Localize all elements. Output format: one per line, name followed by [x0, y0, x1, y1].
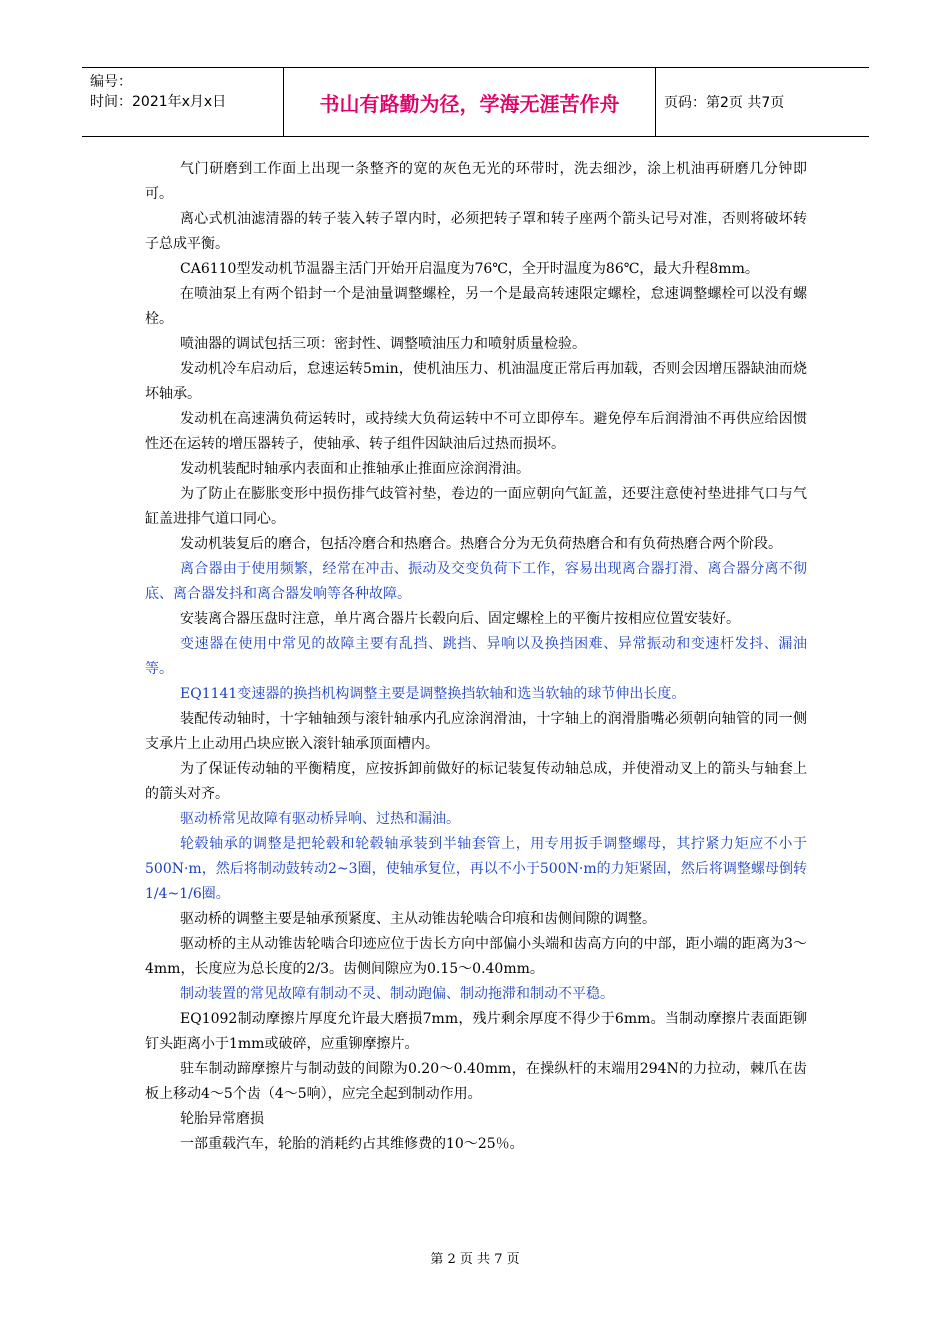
number-label: 编号：: [90, 74, 132, 90]
document-body: [145, 157, 807, 1157]
paragraph: 驱动桥常见故障有驱动桥异响、过热和漏油。: [180, 811, 460, 827]
paragraph: 发动机装配时轴承内表面和止推轴承止推面应涂润滑油。: [180, 461, 530, 477]
paragraph: 离心式机油滤清器的转子装入转子罩内时，必须把转子罩和转子座两个箭头记号对准，否则将破坏转子总成平衡。: [145, 211, 807, 252]
paragraph: 发动机在高速满负荷运转时，或持续大负荷运转中不可立即停车。避免停车后润滑油不再供应给因惯性还在运转的增压器转子，使轴承、转子组件因缺油后过热而损坏。: [145, 411, 807, 452]
paragraph: 驱动桥的调整主要是轴承预紧度、主从动锥齿轮啮合印痕和齿侧间隙的调整。: [180, 911, 656, 927]
paragraph: 喷油器的调试包括三项：密封性、调整喷油压力和喷射质量检验。: [180, 336, 586, 352]
header-page-label: 页码：第2页 共7页: [664, 95, 785, 111]
paragraph: 安装离合器压盘时注意，单片离合器片长毂向后、固定螺栓上的平衡片按相应位置安装好。: [180, 611, 740, 627]
paragraph: EQ1092制动摩擦片厚度允许最大磨损7mm，残片剩余厚度不得少于6mm。当制动摩擦片表面距铆钉头距离小于1mm或破碎，应重铆摩擦片。: [145, 1011, 807, 1052]
paragraph: 变速器在使用中常见的故障主要有乱挡、跳挡、异响以及换挡困难、异常振动和变速杆发抖、漏油等。: [145, 636, 807, 677]
paragraph: 发动机冷车启动后，怠速运转5min，使机油压力、机油温度正常后再加载，否则会因增压器缺油而烧坏轴承。: [145, 361, 807, 402]
paragraph: 装配传动轴时，十字轴轴颈与滚针轴承内孔应涂润滑油，十字轴上的润滑脂嘴必须朝向轴管的同一侧支承片上止动用凸块应嵌入滚针轴承顶面槽内。: [145, 711, 807, 752]
paragraph: 轮胎异常磨损: [180, 1111, 264, 1127]
paragraph: 为了保证传动轴的平衡精度，应按拆卸前做好的标记装复传动轴总成，并使滑动叉上的箭头与轴套上的箭头对齐。: [145, 761, 807, 802]
header-motto: 书山有路勤为径，学海无涯苦作舟: [284, 68, 656, 136]
paragraph: CA6110型发动机节温器主活门开始开启温度为76℃，全开时温度为86℃，最大升程8mm。: [180, 261, 759, 277]
page-header: [82, 67, 869, 137]
paragraph: 在喷油泵上有两个铅封一个是油量调整螺栓，另一个是最高转速限定螺栓，怠速调整螺栓可以没有螺栓。: [145, 286, 807, 327]
paragraph: 为了防止在膨胀变形中损伤排气歧管衬垫，卷边的一面应朝向气缸盖，还要注意使衬垫进排气口与气缸盖进排气道口同心。: [145, 486, 807, 527]
paragraph: EQ1141变速器的换挡机构调整主要是调整换挡软轴和选当软轴的球节伸出长度。: [180, 686, 686, 702]
paragraph: 轮毂轴承的调整是把轮毂和轮毂轴承装到半轴套管上，用专用扳手调整螺母，其拧紧力矩应不小于500N·m，然后将制动鼓转动2~3圈，使轴承复位，再以不小于500N·m的力矩紧固，然后将调整螺母倒转1/4~1/6圈。: [145, 836, 807, 902]
paragraph: 驱动桥的主从动锥齿轮啮合印迹应位于齿长方向中部偏小头端和齿高方向的中部，距小端的距离为3～4mm，长度应为总长度的2/3。齿侧间隙应为0.15～0.40mm。: [145, 936, 807, 977]
paragraph: 气门研磨到工作面上出现一条整齐的宽的灰色无光的环带时，洗去细沙，涂上机油再研磨几分钟即可。: [145, 161, 807, 202]
paragraph: 一部重载汽车，轮胎的消耗约占其维修费的10～25％。: [180, 1136, 524, 1152]
page-footer: 第 2 页 共 7 页: [430, 1252, 520, 1267]
paragraph: 发动机装复后的磨合，包括冷磨合和热磨合。热磨合分为无负荷热磨合和有负荷热磨合两个阶段。: [180, 536, 782, 552]
paragraph: 驻车制动蹄摩擦片与制动鼓的间隙为0.20～0.40mm，在操纵杆的末端用294N的力拉动，棘爪在齿板上移动4～5个齿（4～5响），应完全起到制动作用。: [145, 1061, 807, 1102]
paragraph: 离合器由于使用频繁，经常在冲击、振动及交变负荷下工作，容易出现离合器打滑、离合器分离不彻底、离合器发抖和离合器发响等各种故障。: [145, 561, 807, 602]
header-meta: [82, 68, 284, 136]
time-label: 时间：2021年x月x日: [90, 94, 227, 110]
paragraph: 制动装置的常见故障有制动不灵、制动跑偏、制动拖滞和制动不平稳。: [180, 986, 614, 1002]
